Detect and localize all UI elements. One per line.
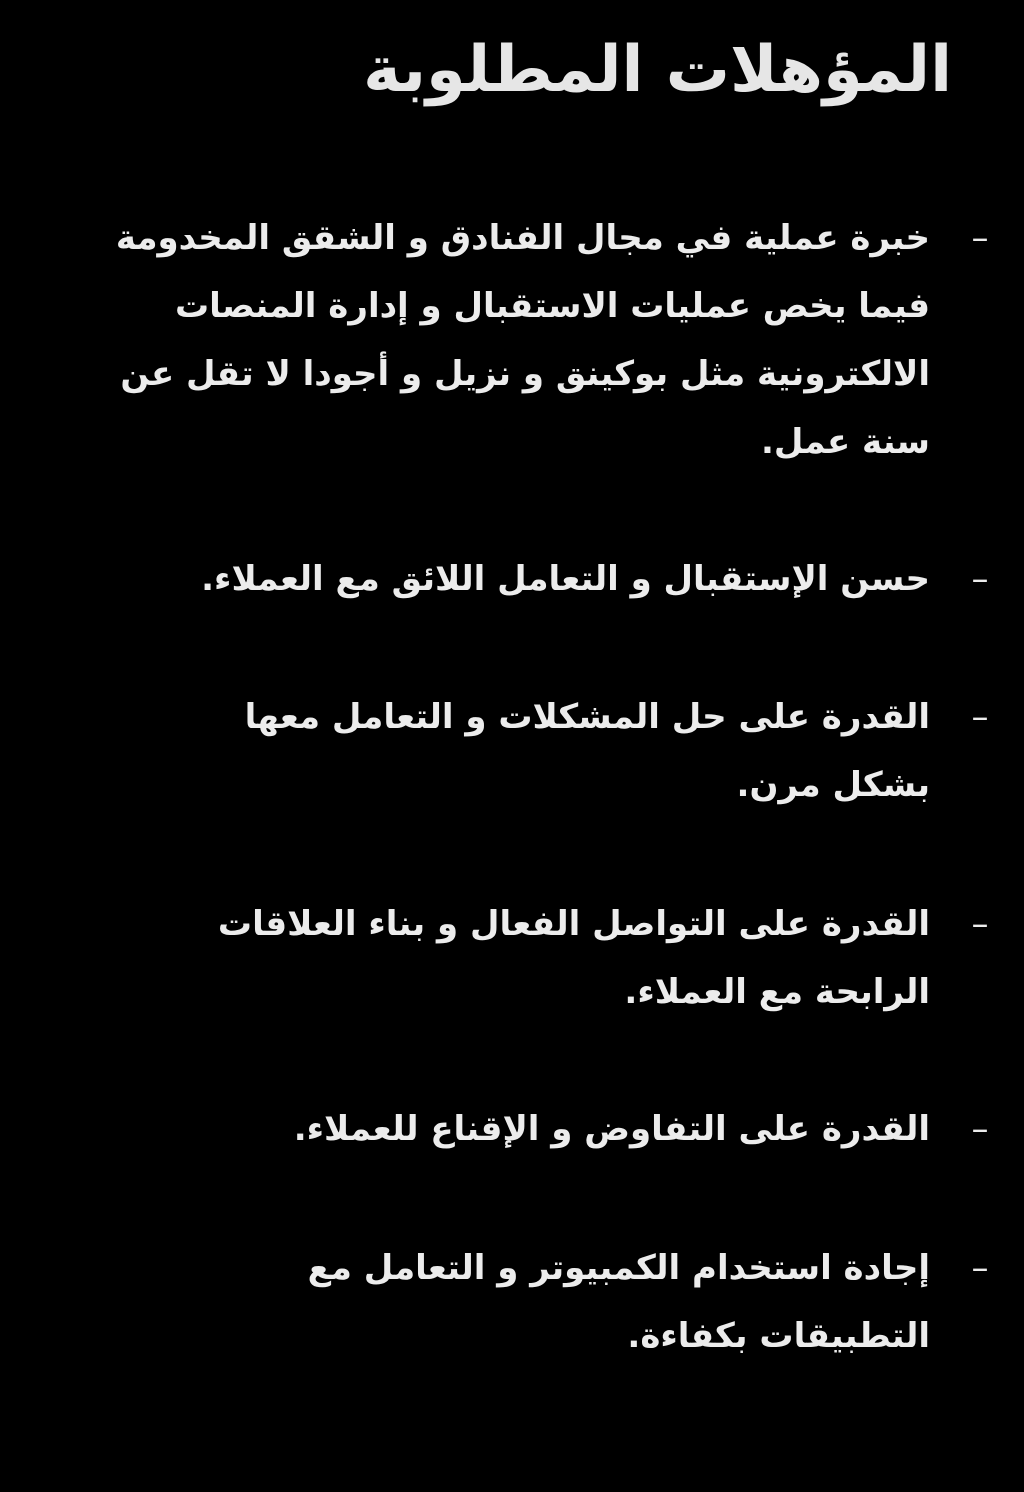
bullet-dash: –: [971, 1109, 989, 1149]
page-title: المؤهلات المطلوبة: [363, 33, 952, 107]
bullet-dash: –: [971, 559, 989, 599]
requirement-text: إجادة استخدام الكمبيوتر و التعامل مع التطبيقات بكفاءة.: [307, 1248, 930, 1356]
requirement-item: [110, 204, 989, 476]
requirement-item: [210, 1234, 989, 1370]
requirement-item: [110, 545, 989, 613]
requirement-text: القدرة على التفاوض و الإقناع للعملاء.: [293, 1109, 930, 1149]
requirement-item: [150, 890, 989, 1026]
bullet-dash: –: [971, 1248, 989, 1288]
requirement-text: خبرة عملية في مجال الفنادق و الشقق المخدومة فيما يخص عمليات الاستقبال و إدارة المنصات الالكترونية مثل بوكينق و نزيل و أجودا لا تقل عن سنة عمل.: [115, 218, 930, 462]
bullet-dash: –: [971, 904, 989, 944]
bullet-dash: –: [971, 697, 989, 737]
requirement-text: القدرة على التواصل الفعال و بناء العلاقات الرابحة مع العملاء.: [217, 904, 930, 1012]
requirement-text: حسن الإستقبال و التعامل اللائق مع العملاء.: [201, 559, 930, 599]
requirement-text: القدرة على حل المشكلات و التعامل معها بشكل مرن.: [244, 697, 930, 805]
requirement-item: [170, 683, 989, 819]
requirement-item: [110, 1095, 989, 1163]
bullet-dash: –: [971, 218, 989, 258]
